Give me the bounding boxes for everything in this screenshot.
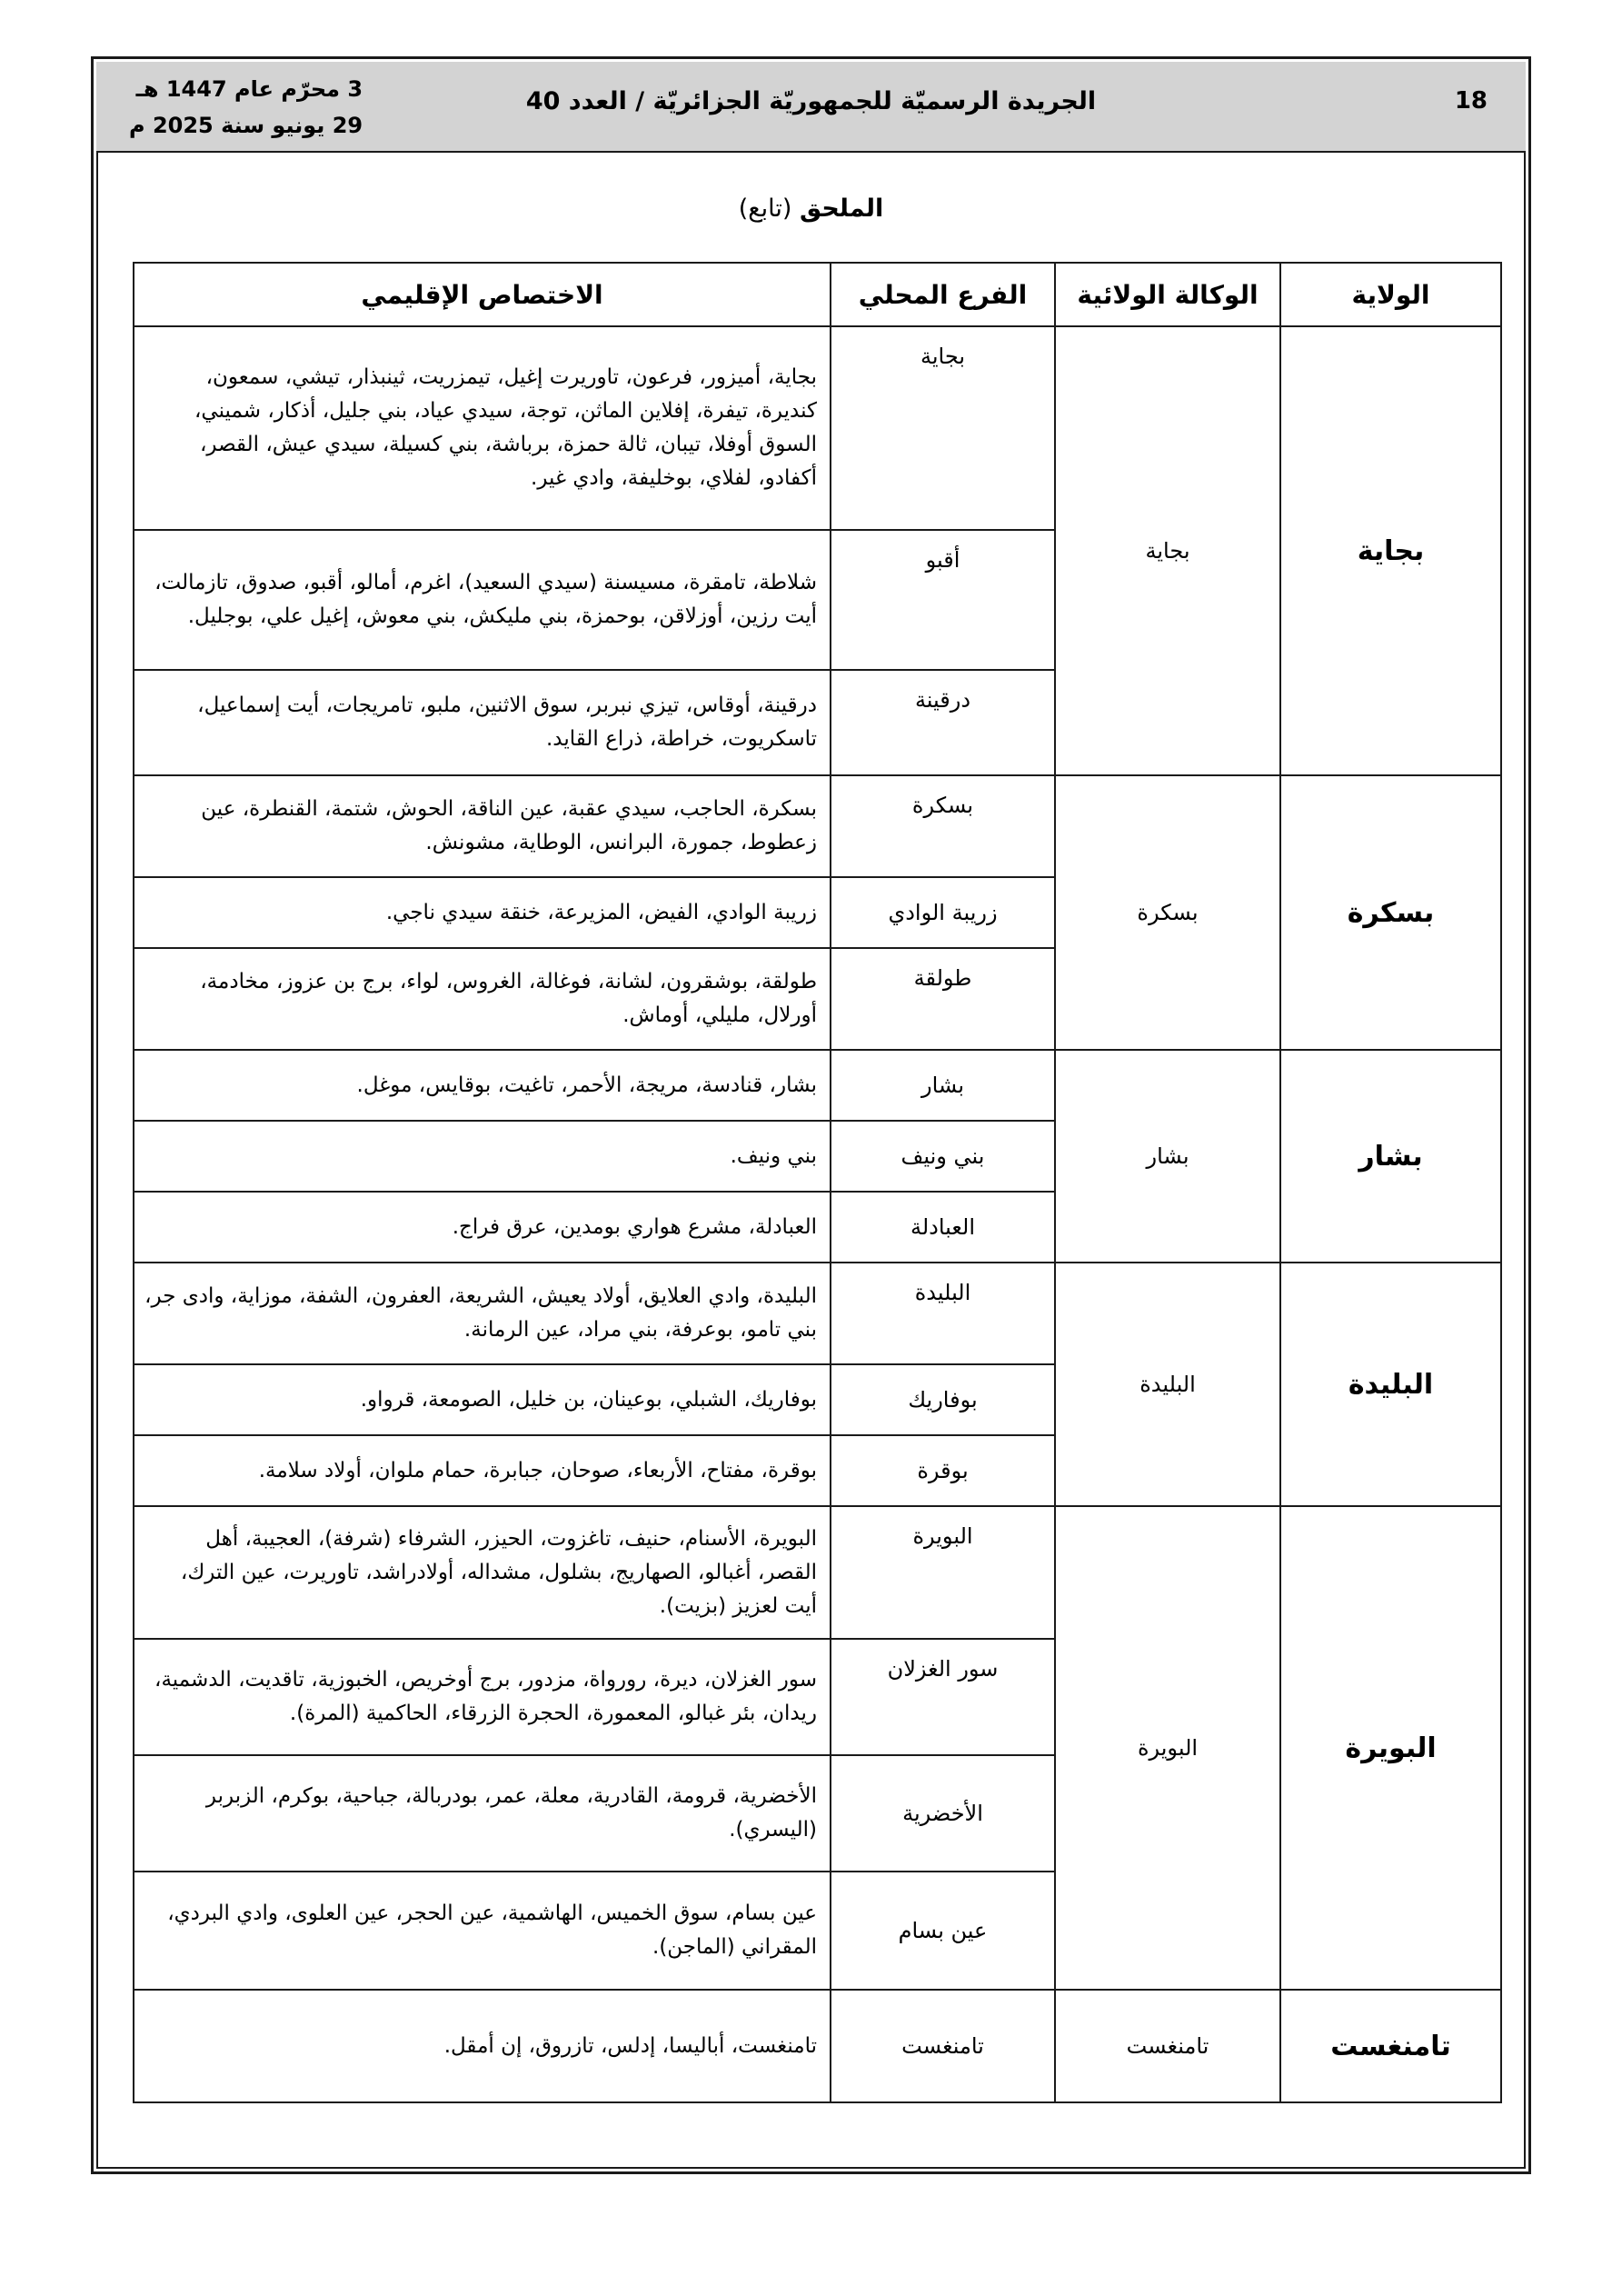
branch-cell: بجاية — [831, 326, 1055, 530]
wilaya-cell: بجاية — [1280, 326, 1501, 775]
issue-date — [129, 71, 363, 144]
jurisdiction-cell: العبادلة، مشرع هواري بومدين، عرق فراج. — [134, 1192, 831, 1263]
branch-cell: طولقة — [831, 948, 1055, 1050]
table-row — [134, 1263, 1501, 1364]
branch-cell: عين بسام — [831, 1872, 1055, 1990]
column-header-jurisdiction: الاختصاص الإقليمي — [134, 263, 831, 326]
jurisdiction-cell: تامنغست، أباليسا، إدلس، تازروق، إن أمقل. — [134, 1990, 831, 2102]
agency-cell: تامنغست — [1055, 1990, 1280, 2102]
date-gregorian: 29 يونيو سنة 2025 م — [129, 113, 363, 138]
jurisdiction-cell: عين بسام، سوق الخميس، الهاشمية، عين الحجر، عين العلوى، وادي البردي، المقراني (الماجن). — [134, 1872, 831, 1990]
page-number: 18 — [1454, 87, 1488, 115]
branch-cell: بشار — [831, 1050, 1055, 1121]
table-row — [134, 1050, 1501, 1121]
agency-cell: البويرة — [1055, 1506, 1280, 1990]
table-row — [134, 326, 1501, 530]
branch-cell: بوفاريك — [831, 1364, 1055, 1435]
jurisdiction-cell: زريبة الوادي، الفيض، المزيرعة، خنقة سيدي ناجي. — [134, 877, 831, 948]
jurisdiction-cell: درقينة، أوقاس، تيزي نبربر، سوق الاثنين، ملبو، تامريجات، أيت إسماعيل، تاسكريوت، خراطة، ذراع القايد. — [134, 670, 831, 775]
jurisdiction-cell: بني ونيف. — [134, 1121, 831, 1192]
branch-cell: البويرة — [831, 1506, 1055, 1639]
jurisdiction-cell: سور الغزلان، ديرة، رورواة، مزدور، برج أوخريص، الخبوزية، تاقديت، الدشمية، ريدان، بئر غبالو، المعمورة، الحجرة الزرقاء، الحاكمية (المرة). — [134, 1639, 831, 1755]
branch-cell: بسكرة — [831, 775, 1055, 877]
jurisdiction-cell: بوفاريك، الشبلي، بوعينان، بن خليل، الصومعة، قرواو. — [134, 1364, 831, 1435]
wilaya-cell: بشار — [1280, 1050, 1501, 1263]
jurisdiction-cell: البويرة، الأسنام، حنيف، تاغزوت، الحيزر، الشرفاء (شرفة)، العجيبة، أهل القصر، أغبالو، الصهاريج، بشلول، مشداله، أولادراشد، تاوريرت، عين الترك، أيت لعزيز (بزيت). — [134, 1506, 831, 1639]
annex-caption — [0, 195, 1622, 223]
wilaya-cell: البويرة — [1280, 1506, 1501, 1990]
table-header-row — [134, 263, 1501, 326]
jurisdiction-cell: البليدة، وادي العلايق، أولاد يعيش، الشريعة، العفرون، الشفة، موزاية، وادى جر، بني تامو، بوعرفة، بني مراد، عين الرمانة. — [134, 1263, 831, 1364]
jurisdiction-cell: بوقرة، مفتاح، الأربعاء، صوحان، جبابرة، حمام ملوان، أولاد سلامة. — [134, 1435, 831, 1506]
annex-title: الملحق — [799, 195, 884, 223]
wilaya-cell: البليدة — [1280, 1263, 1501, 1506]
branch-cell: البليدة — [831, 1263, 1055, 1364]
jurisdiction-cell: طولقة، بوشقرون، لشانة، فوغالة، الغروس، لواء، برج بن عزوز، مخادمة، أورلال، مليلي، أوماش. — [134, 948, 831, 1050]
wilaya-cell: بسكرة — [1280, 775, 1501, 1050]
table-row — [134, 775, 1501, 877]
branch-cell: بني ونيف — [831, 1121, 1055, 1192]
date-hijri: 3 محرّم عام 1447 هـ — [135, 76, 363, 102]
agency-cell: بشار — [1055, 1050, 1280, 1263]
table-row — [134, 1990, 1501, 2102]
jurisdiction-cell: شلاطة، تامقرة، مسيسنة (سيدي السعيد)، اغرم، أمالو، أقبو، صدوق، تازمالت، أيت رزين، أوزلاقن، بوحمزة، بني مليكش، بني معوش، إغيل علي، بوجليل. — [134, 530, 831, 670]
branch-cell: بوقرة — [831, 1435, 1055, 1506]
branch-cell: زريبة الوادي — [831, 877, 1055, 948]
branch-cell: الأخضرية — [831, 1755, 1055, 1872]
annex-table — [133, 262, 1502, 2103]
column-header-wilaya: الولاية — [1280, 263, 1501, 326]
jurisdiction-cell: بشار، قنادسة، مريجة، الأحمر، تاغيت، بوقايس، موغل. — [134, 1050, 831, 1121]
branch-cell: سور الغزلان — [831, 1639, 1055, 1755]
branch-cell: درقينة — [831, 670, 1055, 775]
gazette-header — [96, 62, 1526, 153]
gazette-title: الجريدة الرسميّة للجمهوريّة الجزائريّة / العدد 40 — [525, 87, 1097, 115]
wilaya-cell: تامنغست — [1280, 1990, 1501, 2102]
jurisdiction-cell: بسكرة، الحاجب، سيدي عقبة، عين الناقة، الحوش، شتمة، القنطرة، عين زعطوط، جمورة، البرانس، الوطاية، مشونش. — [134, 775, 831, 877]
branch-cell: تامنغست — [831, 1990, 1055, 2102]
agency-cell: بجاية — [1055, 326, 1280, 775]
column-header-local-branch: الفرع المحلي — [831, 263, 1055, 326]
agency-cell: بسكرة — [1055, 775, 1280, 1050]
table-row — [134, 1506, 1501, 1639]
jurisdiction-cell: بجاية، أميزور، فرعون، تاوريرت إغيل، تيمزريت، ثينبذار، تيشي، سمعون، كنديرة، تيفرة، إفلاين الماثن، توجة، سيدي عياد، بني جليل، أذكار، شميني، السوق أوفلا، تيبان، ثالة حمزة، برباشة، بني كسيلة، سيدي عيش، القصر، أكفادو، لفلاي، بوخليفة، وادي غير. — [134, 326, 831, 530]
jurisdiction-cell: الأخضرية، قرومة، القادرية، معلة، عمر، بودربالة، جباحية، بوكرم، الزبربر (اليسري). — [134, 1755, 831, 1872]
column-header-agency: الوكالة الولائية — [1055, 263, 1280, 326]
branch-cell: العبادلة — [831, 1192, 1055, 1263]
annex-note: (تابع) — [738, 195, 792, 223]
branch-cell: أقبو — [831, 530, 1055, 670]
agency-cell: البليدة — [1055, 1263, 1280, 1506]
